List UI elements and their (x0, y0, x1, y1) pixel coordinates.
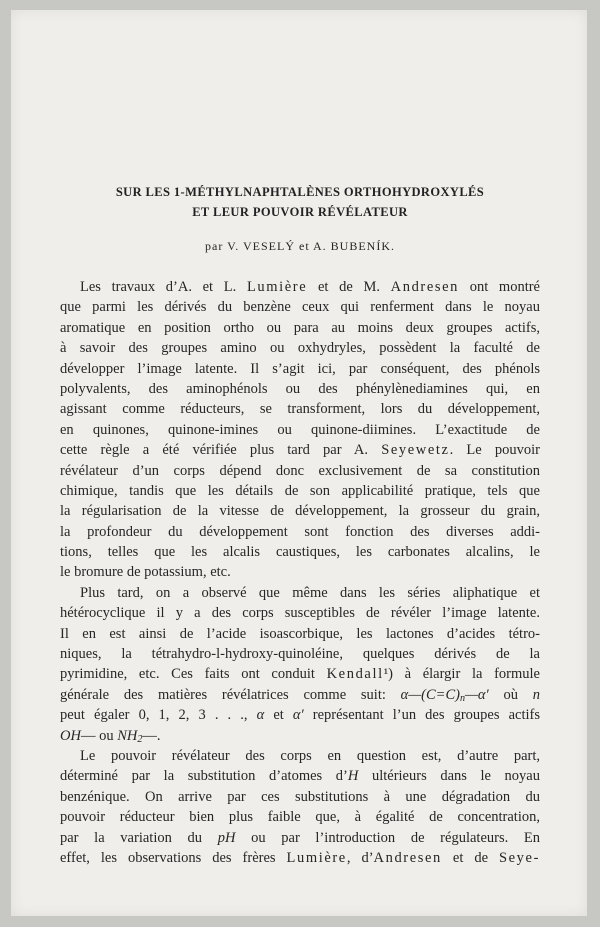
text-line: révélateur d’un corps dépend donc exclusivement de sa constitution (60, 462, 540, 479)
text-span: déterminé par la substitution d’atomes d’ (60, 768, 348, 785)
text-line: la régularisation de la vitesse de développement, la grosseur du grain, (60, 503, 540, 520)
italic-term: —α′ (465, 686, 489, 703)
text-line: polyvalents, des aminophénols ou des phénylènediamines qui, en (60, 380, 540, 397)
text-line (60, 440, 540, 460)
italic-term: OH (60, 727, 81, 744)
text-line: le bromure de potassium, etc. (60, 564, 231, 581)
text-span: peut égaler 0, 1, 2, 3 . . ., (60, 707, 257, 724)
title-line-2: ET LEUR POUVOIR RÉVÉLATEUR (192, 205, 408, 219)
italic-term: α (256, 707, 265, 724)
italic-term: pH (217, 829, 236, 846)
text-span: et (264, 707, 293, 724)
text-span: cette règle a été vérifiée plus tard par A. (60, 442, 382, 459)
text-line: à savoir des groupes amino ou oxhydryles, possèdent la faculté de (60, 340, 540, 357)
text-line: développer l’image latente. Il s’agit ici, par conséquent, des phénols (60, 360, 540, 377)
text-line: niques, la tétrahydro-l-hydroxy-quinoléine, quelques dérivés de la (60, 646, 540, 663)
text-span: ¹) à élargir la formule (383, 666, 540, 683)
text-line: benzénique. On arrive par ces substitutions à une dégradation du (60, 788, 540, 805)
text-span: représentant l’un des groupes actifs (303, 707, 540, 724)
text-span: générale des matières révélatrices comme suit: (60, 686, 401, 703)
text-line: aromatique en position ortho ou para au moins deux groupes actifs, (60, 319, 540, 336)
spaced-name: Kendall (326, 666, 384, 683)
text-line (60, 664, 540, 684)
spaced-name: Andresen (390, 279, 460, 295)
text-line (60, 277, 540, 297)
text-span: par la variation du (60, 829, 218, 846)
text-line: tions, telles que les alcalis caustiques, les carbonates alcalins, le (60, 544, 540, 561)
text-line (60, 726, 540, 746)
text-span: où (488, 686, 533, 703)
article-body (60, 277, 540, 868)
author-line: par V. VESELÝ et A. BUBENÍK. (205, 239, 395, 253)
text-line: pouvoir réducteur bien plus faible que, à égalité de concentration, (60, 809, 540, 826)
text-span: ou par l’introduction de régulateurs. En (235, 829, 540, 846)
text-line: Le pouvoir révélateur des corps en question est, d’autre part, (80, 747, 540, 764)
text-line: chimique, tandis que les détails de son applicabilité pratique, tels que (60, 482, 540, 499)
paragraph (60, 746, 540, 868)
spaced-name: Seyewetz (381, 442, 450, 459)
text-span: Les travaux d’A. et L. (80, 279, 247, 295)
text-span: ultérieurs dans le noyau (358, 768, 540, 785)
text-line: que parmi les dérivés du benzène ceux qui renferment dans le noyau (60, 299, 540, 316)
text-line (60, 848, 540, 868)
title-line-1: SUR LES 1-MÉTHYLNAPHTALÈNES ORTHOHYDROXYLÉS (115, 185, 485, 199)
text-span: —. (142, 727, 161, 744)
article-title (0, 182, 600, 222)
spaced-name: Lumière (246, 279, 308, 295)
text-line (60, 685, 540, 705)
italic-term: NH (117, 727, 138, 744)
text-line: agissant comme réducteurs, se transforment, lors du développement, (60, 401, 540, 418)
text-span: , d’ (346, 849, 374, 866)
italic-term: α—(C=C) (400, 686, 460, 703)
text-span: et de (441, 849, 499, 866)
text-line (60, 705, 540, 725)
subscript: 2 (137, 734, 143, 746)
spaced-name: Seye- (498, 849, 540, 866)
text-span: . Le pouvoir (449, 442, 540, 459)
text-line: Il en est ainsi de l’acide isoascorbique, les lactones d’acides tétro- (60, 625, 540, 642)
italic-term: α′ (292, 707, 304, 724)
italic-term: n (532, 686, 540, 703)
paragraph (60, 277, 540, 583)
text-line: hétérocyclique il y a des corps susceptibles de révéler l’image latente. (60, 605, 540, 622)
text-line: la profondeur du développement sont fonction des diverses addi- (60, 523, 540, 540)
text-span: ont montré (459, 279, 540, 295)
subscript: n (459, 693, 466, 705)
text-line: Plus tard, on a observé que même dans les séries aliphatique et (80, 584, 540, 601)
paragraph (60, 583, 540, 746)
text-line (60, 766, 540, 786)
italic-term: H (347, 768, 359, 785)
text-span: effet, les observations des frères (60, 849, 287, 866)
text-line: en quinones, quinone-imines ou quinone-diimines. L’exactitude de (60, 421, 540, 438)
spaced-name: Andresen (373, 849, 442, 866)
text-span: pyrimidine, etc. Ces faits ont conduit (60, 666, 327, 683)
text-span: — ou (80, 727, 118, 744)
text-span: et de M. (307, 279, 391, 295)
text-line (60, 828, 540, 848)
spaced-name: Lumière (286, 849, 347, 866)
